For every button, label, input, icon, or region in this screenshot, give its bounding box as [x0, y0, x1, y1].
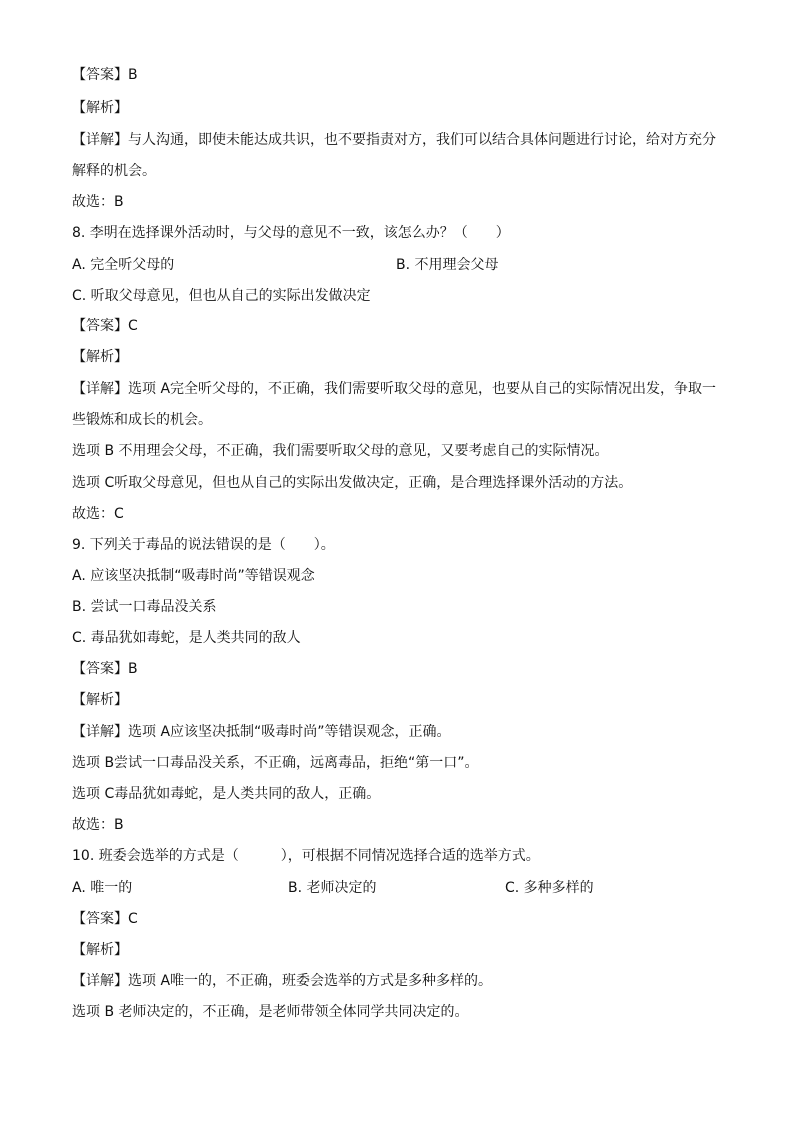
q9-analysis-heading: 【解析】 — [72, 692, 128, 708]
q10-detail-line-2: 选项 B 老师决定的，不正确，是老师带领全体同学共同决定的。 — [72, 1004, 469, 1020]
q8-choose: 故选：C — [72, 506, 124, 522]
q10-option-c: C. 多种多样的 — [505, 880, 594, 896]
q10-question: 10. 班委会选举的方式是（ ），可根据不同情况选择合适的选举方式。 — [72, 848, 540, 864]
q8-option-c: C. 听取父母意见，但也从自己的实际出发做决定 — [72, 288, 371, 304]
q7-choose: 故选：B — [72, 194, 124, 210]
q7-answer: 【答案】B — [72, 67, 138, 83]
q9-question: 9. 下列关于毒品的说法错误的是（ ）。 — [72, 537, 335, 553]
q8-question: 8. 李明在选择课外活动时，与父母的意见不一致，该怎么办？（ ） — [72, 225, 510, 241]
q9-detail-line-3: 选项 C毒品犹如毒蛇，是人类共同的敌人，正确。 — [72, 786, 381, 802]
q8-option-b: B. 不用理会父母 — [396, 257, 499, 273]
q9-answer: 【答案】B — [72, 661, 138, 677]
q9-option-b: B. 尝试一口毒品没关系 — [72, 599, 217, 615]
q9-option-c: C. 毒品犹如毒蛇，是人类共同的敌人 — [72, 630, 301, 646]
q8-detail-line-2: 些锻炼和成长的机会。 — [72, 412, 212, 428]
q10-analysis-heading: 【解析】 — [72, 942, 128, 958]
q10-option-b: B. 老师决定的 — [288, 880, 377, 896]
q8-answer: 【答案】C — [72, 318, 138, 334]
q9-detail-line-1: 【详解】选项 A应该坚决抵制“吸毒时尚”等错误观念，正确。 — [72, 724, 451, 740]
q10-answer: 【答案】C — [72, 911, 138, 927]
q8-detail-line-4: 选项 C听取父母意见，但也从自己的实际出发做决定，正确，是合理选择课外活动的方法。 — [72, 475, 633, 491]
q9-detail-line-2: 选项 B尝试一口毒品没关系，不正确，远离毒品，拒绝“第一口”。 — [72, 755, 479, 771]
q8-analysis-heading: 【解析】 — [72, 349, 128, 365]
q7-analysis-heading: 【解析】 — [72, 100, 128, 116]
q7-detail-line-2: 解释的机会。 — [72, 163, 156, 179]
q9-choose: 故选：B — [72, 817, 124, 833]
q8-option-a: A. 完全听父母的 — [72, 257, 175, 273]
q8-detail-line-3: 选项 B 不用理会父母，不正确，我们需要听取父母的意见，又要考虑自己的实际情况。 — [72, 443, 609, 459]
q10-detail-line-1: 【详解】选项 A唯一的，不正确，班委会选举的方式是多种多样的。 — [72, 973, 493, 989]
q8-detail-line-1: 【详解】选项 A完全听父母的，不正确，我们需要听取父母的意见，也要从自己的实际情况出发，争取一 — [72, 381, 717, 397]
q10-option-a: A. 唯一的 — [72, 880, 133, 896]
q9-option-a: A. 应该坚决抵制“吸毒时尚”等错误观念 — [72, 568, 315, 584]
q7-detail-line-1: 【详解】与人沟通，即使未能达成共识，也不要指责对方，我们可以结合具体问题进行讨论，给对方充分 — [72, 132, 716, 148]
